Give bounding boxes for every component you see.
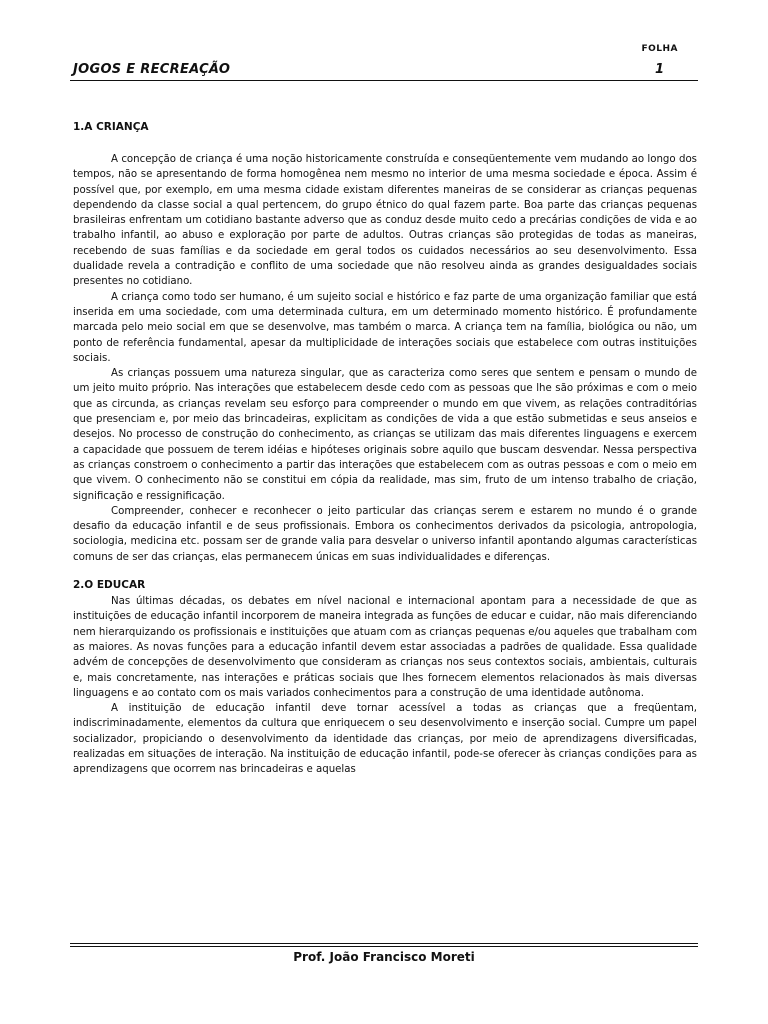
document-body: [73, 121, 697, 778]
page-number: 1: [654, 62, 664, 77]
section-heading: 2.O EDUCAR: [73, 579, 146, 592]
footer-author: Prof. João Francisco Moreti: [293, 950, 475, 964]
folha-label: FOLHA: [641, 44, 678, 54]
paragraph: A instituição de educação infantil deve tornar acessível a todas as crianças que a freqüentam, indiscriminadamente, elementos da cultura que enriquecem o seu desenvolvimento e inserção social. Cumpre um papel socializador, propiciando o desenvolvimento da identidade das crianças, por meio de aprendizagens diversificadas, realizadas em situações de interação. Na instituição de educação infantil, pode-se oferecer às crianças condições para as aprendizagens que ocorrem nas brincadeiras e aquelas: [73, 703, 697, 776]
footer-rule: [70, 943, 698, 944]
paragraph: Nas últimas décadas, os debates em nível nacional e internacional apontam para a necessidade de que as instituições de educação infantil incorporem de maneira integrada as funções de educar e cuidar, não mais diferenciando nem hierarquizando os profissionais e instituições que atuam com as crianças pequenas e/ou aqueles que trabalham com as maiores. As novas funções para a educação infantil devem estar associadas a padrões de qualidade. Essa qualidade advém de concepções de desenvolvimento que consideram as crianças nos seus contextos sociais, ambientais, culturais e, mais concretamente, nas interações e práticas sociais que lhes fornecem elementos relacionados às mais diversas linguagens e ao contato com os mais variados conhecimentos para a construção de uma identidade autônoma.: [73, 596, 698, 699]
section-educar: [73, 579, 697, 778]
paragraph: A criança como todo ser humano, é um sujeito social e histórico e faz parte de uma organização familiar que está inserida em uma sociedade, com uma determinada cultura, em um determinado momento histórico. É profundamente marcada pelo meio social em que se desenvolve, mas também o marca. A criança tem na família, biológica ou não, um ponto de referência fundamental, apesar da multiplicidade de interações sociais que estabelece com outras instituições sociais.: [73, 291, 697, 364]
section-heading: 1.A CRIANÇA: [73, 121, 149, 133]
document-title: JOGOS E RECREAÇÃO: [73, 62, 231, 77]
paragraph: A concepção de criança é uma noção historicamente construída e conseqüentemente vem mudando ao longo dos tempos, não se apresentando de forma homogênea nem mesmo no interior de uma mesma sociedade e época. Assim é possível que, por exemplo, em uma mesma cidade existam diferentes maneiras de se considerar as crianças pequenas dependendo da classe social a qual pertencem, do grupo étnico do qual fazem parte. Boa parte das crianças pequenas brasileiras enfrentam um cotidiano bastante adverso que as conduz desde muito cedo a precárias condições de vida e ao trabalho infantil, ao abuso e exploração por parte de adultos. Outras crianças são protegidas de todas as maneiras, recebendo de suas famílias e da sociedade em geral todos os cuidados necessários ao seu desenvolvimento. Essa dualidade revela a contradição e conflito de uma sociedade que não resolveu ainda as grandes desigualdades sociais presentes no cotidiano.: [73, 154, 697, 288]
header-rule: [70, 80, 698, 81]
section-crianca: [73, 121, 697, 565]
paragraph: Compreender, conhecer e reconhecer o jeito particular das crianças serem e estarem no mundo é o grande desafio da educação infantil e de seus profissionais. Embora os conhecimentos derivados da psicologia, antropologia, sociologia, medicina etc. possam ser de grande valia para desvelar o universo infantil apontando algumas características comuns de ser das crianças, elas permanecem únicas em suas individualidades e diferenças.: [73, 505, 697, 563]
footer-rule: [70, 946, 698, 947]
paragraph: As crianças possuem uma natureza singular, que as caracteriza como seres que sentem e pensam o mundo de um jeito muito próprio. Nas interações que estabelecem desde cedo com as pessoas que lhe são próximas e com o meio que as circunda, as crianças revelam seu esforço para compreender o mundo em que vivem, as relações contraditórias que presenciam e, por meio das brincadeiras, explicitam as condições de vida a que estão submetidas e seus anseios e desejos. No processo de construção do conhecimento, as crianças se utilizam das mais diferentes linguagens e exercem a capacidade que possuem de terem idéias e hipóteses originais sobre aquilo que buscam desvendar. Nessa perspectiva as crianças constroem o conhecimento a partir das interações que estabelecem com as outras pessoas e com o meio em que vivem. O conhecimento não se constitui em cópia da realidade, mas sim, fruto de um intenso trabalho de criação, significação e ressignificação.: [73, 368, 697, 502]
